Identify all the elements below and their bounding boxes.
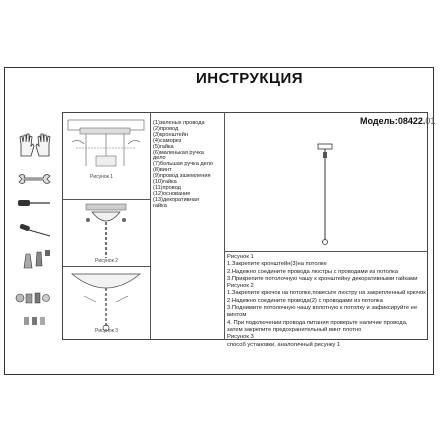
list-item: (11)провод bbox=[153, 184, 181, 191]
list-item: (1)зеленых провода bbox=[153, 120, 205, 126]
list-item: Рисунок 1 bbox=[227, 254, 254, 260]
list-item: затем закрепите предохранительный винт плотно bbox=[227, 326, 362, 333]
figure-column-divider bbox=[150, 112, 151, 340]
list-item: (7)большая ручка дело bbox=[153, 161, 214, 168]
list-item: способ установки, аналогичный рисунку 1 bbox=[227, 341, 341, 348]
list-item: (13)декоративная bbox=[153, 196, 199, 203]
list-item: (12)основание bbox=[153, 190, 191, 197]
list-item: 1.Закрепите крючок на потолке,повесьте люстру на закрепленный крючок bbox=[227, 290, 426, 297]
model-label: Модель:08422. bbox=[360, 116, 426, 126]
parts-column-divider bbox=[224, 112, 225, 340]
screwdriver-icon bbox=[16, 197, 52, 209]
list-item: Рисунок 3 bbox=[227, 334, 254, 341]
screwdriver-icon bbox=[18, 222, 52, 238]
figure-2-label: Рисунок 2 bbox=[95, 258, 119, 264]
list-item: гайка bbox=[153, 202, 167, 209]
list-item: (10)гайка bbox=[153, 179, 177, 186]
list-item: Рисунок 2 bbox=[227, 283, 254, 290]
instructions-divider bbox=[224, 251, 428, 252]
figure-2-drawing bbox=[66, 200, 146, 266]
wrench-icon bbox=[17, 173, 51, 185]
list-item: дело bbox=[153, 155, 166, 162]
figure-divider-2 bbox=[62, 266, 150, 267]
list-item: 3.Прикрепите потолочную чашу к кронштейну декоративными гайками bbox=[227, 275, 418, 282]
list-item: (4)саморез bbox=[153, 137, 182, 144]
list-item: 3.Поднимите потолочную чашу вплотную к потолку и зафиксируйте ее bbox=[227, 305, 418, 312]
figure-1-drawing bbox=[66, 118, 146, 196]
list-item: винтом bbox=[227, 312, 247, 319]
screw-set-icon bbox=[14, 290, 54, 306]
list-item: (8)винт bbox=[153, 167, 172, 174]
parts-list bbox=[153, 121, 223, 210]
list-item: 1.Закрепите кронштейн(3)на потолке bbox=[227, 261, 327, 268]
list-item: (3)кронштейн bbox=[153, 131, 188, 138]
list-item: (9)провод заземления bbox=[153, 173, 211, 180]
figure-1-label: Рисунок 1 bbox=[90, 174, 114, 180]
fasteners-icon bbox=[22, 314, 52, 328]
list-item: (5)гайка bbox=[153, 143, 174, 150]
figure-3-label: Рисунок 3 bbox=[95, 328, 119, 334]
anchor-screw-icon bbox=[20, 248, 52, 270]
lamp-sketch-icon bbox=[312, 140, 338, 250]
instructions-text bbox=[227, 254, 427, 349]
list-item: 4. При подключении провода питания проверьте наличие провода, bbox=[227, 319, 408, 326]
page-title: ИНСТРУКЦИЯ bbox=[196, 70, 304, 87]
list-item: (2)провод bbox=[153, 125, 179, 132]
model-suffix: 01 bbox=[425, 116, 436, 126]
list-item: (6)маленькая ручка bbox=[153, 149, 204, 156]
list-item: 2.Надежно соедините провода(2) с проводами из потолка bbox=[227, 297, 383, 304]
gloves-icon bbox=[18, 132, 52, 158]
list-item: 2.Надежно соедините провода люстры с проводами из потолка bbox=[227, 268, 399, 275]
